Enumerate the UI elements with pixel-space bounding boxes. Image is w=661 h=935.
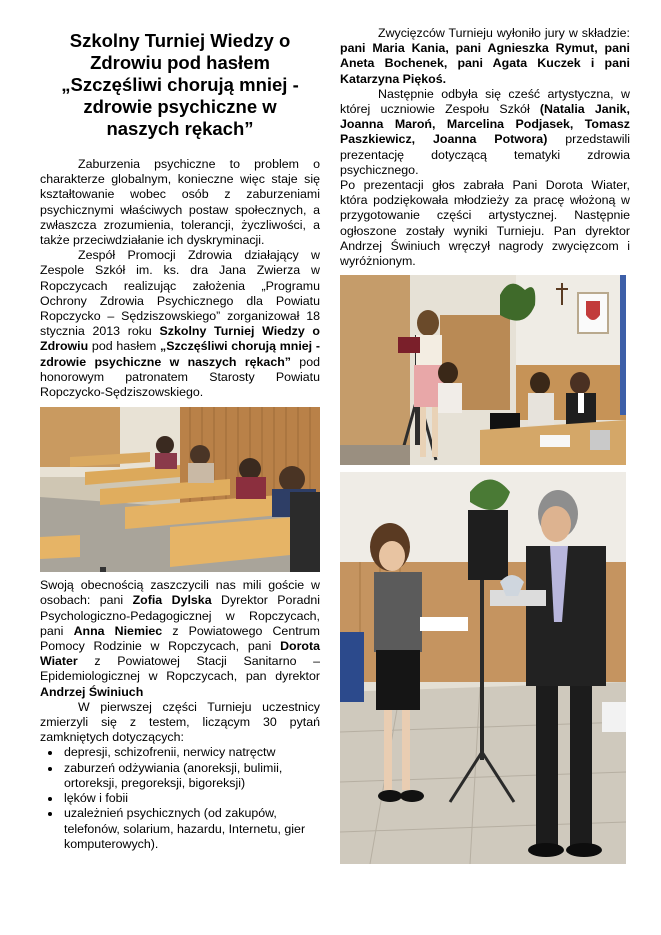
- closing-paragraph: Po prezentacji głos zabrała Pani Dorota Wiater, która podziękowała młodzieży za pracę włożoną w przygotowanie części artystycznej. Następnie ogłoszone zostały wyniki Turnieju. Pan dyrektor Andrzej Świniuch wręczył nagrody zwycięzcom i wyróżnionym.: [340, 178, 630, 269]
- title-line: Szkolny Turniej Wiedzy o: [69, 30, 291, 51]
- text-run: przedstawili prezentację dotyczącą tematyki zdrowia psychicznego.: [340, 132, 630, 177]
- text-run: pod honorowym patronatem Starosty Powiatu Ropczycko-Sędziszowskiego.: [40, 354, 320, 400]
- bold-run: Andrzej Świniuch: [40, 684, 144, 699]
- article-title: [40, 30, 320, 140]
- art-paragraph: [340, 87, 630, 178]
- list-item: • depresji, schizofrenii, nerwicy natręctw: [62, 745, 320, 760]
- bold-run: Zofia Dylska: [132, 593, 212, 608]
- bold-run: Dorota Wiater: [40, 639, 320, 669]
- bold-run: (Natalia Janik, Joanna Maroń, Marcelina Podjasek, Tomasz Paszkiewicz, Joanna Potwora): [340, 102, 630, 147]
- title-line: „Szczęśliwi chorują mniej -: [61, 74, 299, 95]
- bold-run: pani Maria Kania, pani Agnieszka Rymut, pani Aneta Bochenek, pani Agata Kuczek i pani Katarzyna Piękoś.: [340, 41, 630, 86]
- left-column: [40, 30, 320, 852]
- title-line: Zdrowiu pod hasłem: [90, 52, 270, 73]
- test-paragraph: W pierwszej części Turnieju uczestnicy zmierzyli się z testem, liczącym 30 pytań zamkniętych dotyczących:: [40, 699, 320, 745]
- award-ceremony-image: [340, 472, 626, 864]
- text-run: Następnie odbyła się cześć artystyczna, w której uczniowie Zespołu Szkół: [340, 86, 630, 117]
- intro-paragraph: Zaburzenia psychiczne to problem o charakterze globalnym, konieczne więc staje się kształtowanie wobec osób z zaburzeniami psychicznymi właściwych postaw społecznych, a zwłaszcza zrozumienia, tolerancji, życzliwości, a także przeciwdziałanie ich dyskryminacji.: [40, 157, 320, 248]
- list-item: • zaburzeń odżywiania (anoreksji, bulimii, ortoreksji, pregoreksji, bigoreksji): [62, 761, 320, 791]
- program-paragraph: [40, 248, 320, 400]
- text-run: Zespół Promocji Zdrowia działający w Zespole Szkół im. ks. dra Jana Zwierza w Ropczycach realizując założenia „Programu Ochrony Zdrowia Psychicznego dla Powiatu Ropczycko – Sędziszowskiego” zorganizował 18 stycznia 2013 roku: [40, 248, 320, 339]
- bold-run: Szkolny Turniej Wiedzy o Zdrowiu: [40, 324, 320, 354]
- artistic-presentation-image: [340, 275, 626, 465]
- classroom-test-image: [40, 407, 320, 572]
- photo-artistic-presentation: [340, 275, 626, 465]
- text-run: z Powiatowego Centrum Pomocy Rodzinie w Ropczycach, pani: [40, 623, 320, 654]
- guests-paragraph: [40, 578, 320, 700]
- bold-run: Anna Niemiec: [73, 623, 163, 638]
- photo-award-ceremony: [340, 472, 626, 864]
- text-run: z Powiatowej Stacji Sanitarno – Epidemiologicznej w Ropczycach, pan dyrektor: [40, 654, 320, 684]
- topics-list: [40, 745, 320, 851]
- title-line: zdrowie psychiczne w: [83, 96, 277, 117]
- list-item: • lęków i fobii: [62, 791, 320, 806]
- photo-classroom-test: [40, 407, 320, 572]
- right-column: [340, 26, 630, 864]
- text-run: Swoją obecnością zaszczycili nas mili goście w osobach: pani: [40, 578, 320, 608]
- bold-run: „Szczęśliwi chorują mniej - zdrowie psychiczne w naszych rękach”: [40, 339, 320, 369]
- text-run: Dyrektor Poradni Psychologiczno-Pedagogicznej w Ropczycach, pani: [40, 593, 320, 638]
- jury-paragraph: [340, 26, 630, 87]
- list-item: • uzależnień psychicznych (od zakupów, telefonów, solarium, hazardu, Internetu, gier komputerowych).: [62, 806, 320, 852]
- title-line: naszych rękach”: [106, 118, 254, 139]
- text-run: pod hasłem: [88, 339, 161, 354]
- text-run: Zwycięzców Turnieju wyłoniło jury w składzie:: [378, 26, 630, 40]
